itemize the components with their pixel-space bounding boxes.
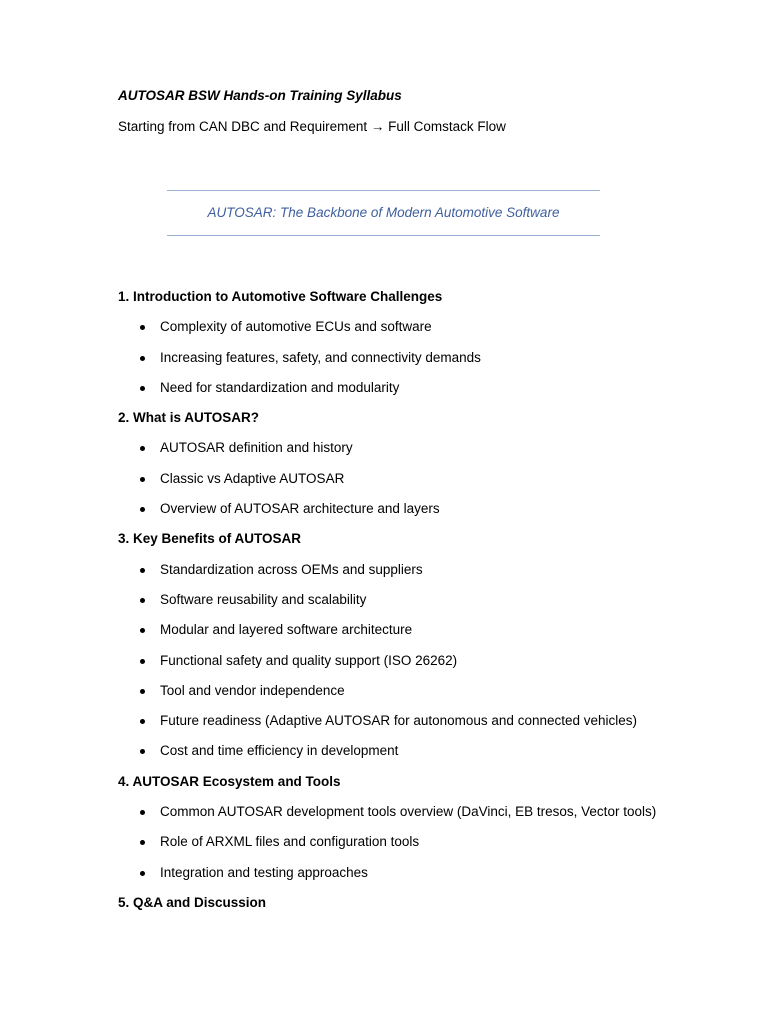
syllabus-sections (118, 288, 738, 924)
list-item (118, 439, 738, 457)
list-item (118, 652, 738, 670)
bullet-icon (140, 477, 145, 482)
list-item-text: Integration and testing approaches (160, 864, 368, 880)
bullet-icon (140, 446, 145, 451)
list-item (118, 349, 738, 367)
section-heading: 4. AUTOSAR Ecosystem and Tools (118, 773, 341, 789)
list-item (118, 621, 738, 639)
list-item (118, 803, 738, 821)
section-1 (118, 288, 738, 397)
bullet-icon (140, 507, 145, 512)
section-5 (118, 894, 738, 912)
bullet-icon (140, 598, 145, 603)
list-item-text: Functional safety and quality support (ISO 26262) (160, 652, 458, 668)
list-item-text: Role of ARXML files and configuration tools (160, 834, 420, 850)
section-heading: 3. Key Benefits of AUTOSAR (118, 531, 302, 547)
list-item-text: Common AUTOSAR development tools overview (DaVinci, EB tresos, Vector tools) (160, 804, 657, 820)
list-item-text: Tool and vendor independence (160, 682, 345, 698)
bullet-list (118, 318, 738, 397)
bullet-icon (140, 719, 145, 724)
bullet-icon (140, 628, 145, 633)
list-item (118, 591, 738, 609)
list-item (118, 561, 738, 579)
bullet-icon (140, 840, 145, 845)
list-item-text: Modular and layered software architecture (160, 622, 413, 638)
list-item (118, 682, 738, 700)
bullet-icon (140, 356, 145, 361)
bullet-list (118, 803, 738, 882)
list-item-text: Classic vs Adaptive AUTOSAR (160, 470, 345, 486)
bullet-icon (140, 325, 145, 330)
bullet-icon (140, 659, 145, 664)
bullet-icon (140, 871, 145, 876)
list-item (118, 864, 738, 882)
list-item-text: Future readiness (Adaptive AUTOSAR for autonomous and connected vehicles) (160, 713, 638, 729)
list-item (118, 318, 738, 336)
bullet-icon (140, 568, 145, 573)
list-item-text: Overview of AUTOSAR architecture and layers (160, 501, 440, 517)
document-title: AUTOSAR BSW Hands-on Training Syllabus (118, 88, 402, 103)
section-heading: 2. What is AUTOSAR? (118, 410, 260, 426)
list-item-text: Software reusability and scalability (160, 591, 367, 607)
intense-quote-block (167, 190, 600, 236)
list-item (118, 500, 738, 518)
bullet-list (118, 439, 738, 518)
section-3 (118, 530, 738, 760)
list-item-text: AUTOSAR definition and history (160, 440, 353, 456)
bullet-list (118, 561, 738, 761)
list-item (118, 833, 738, 851)
list-item (118, 379, 738, 397)
list-item (118, 742, 738, 760)
bullet-icon (140, 749, 145, 754)
list-item-text: Need for standardization and modularity (160, 379, 400, 395)
document-subtitle: Starting from CAN DBC and Requirement → Full Comstack Flow (118, 119, 506, 134)
bullet-icon (140, 386, 145, 391)
bullet-icon (140, 689, 145, 694)
list-item-text: Standardization across OEMs and suppliers (160, 561, 423, 577)
section-2 (118, 409, 738, 518)
quote-text: AUTOSAR: The Backbone of Modern Automotive Software (207, 205, 560, 220)
list-item (118, 712, 738, 730)
section-4 (118, 773, 738, 882)
list-item (118, 470, 738, 488)
section-heading: 1. Introduction to Automotive Software Challenges (118, 289, 443, 304)
section-heading: 5. Q&A and Discussion (118, 894, 267, 910)
bullet-icon (140, 810, 145, 815)
list-item-text: Increasing features, safety, and connectivity demands (160, 349, 481, 365)
list-item-text: Cost and time efficiency in development (160, 743, 399, 759)
list-item-text: Complexity of automotive ECUs and software (160, 319, 432, 335)
